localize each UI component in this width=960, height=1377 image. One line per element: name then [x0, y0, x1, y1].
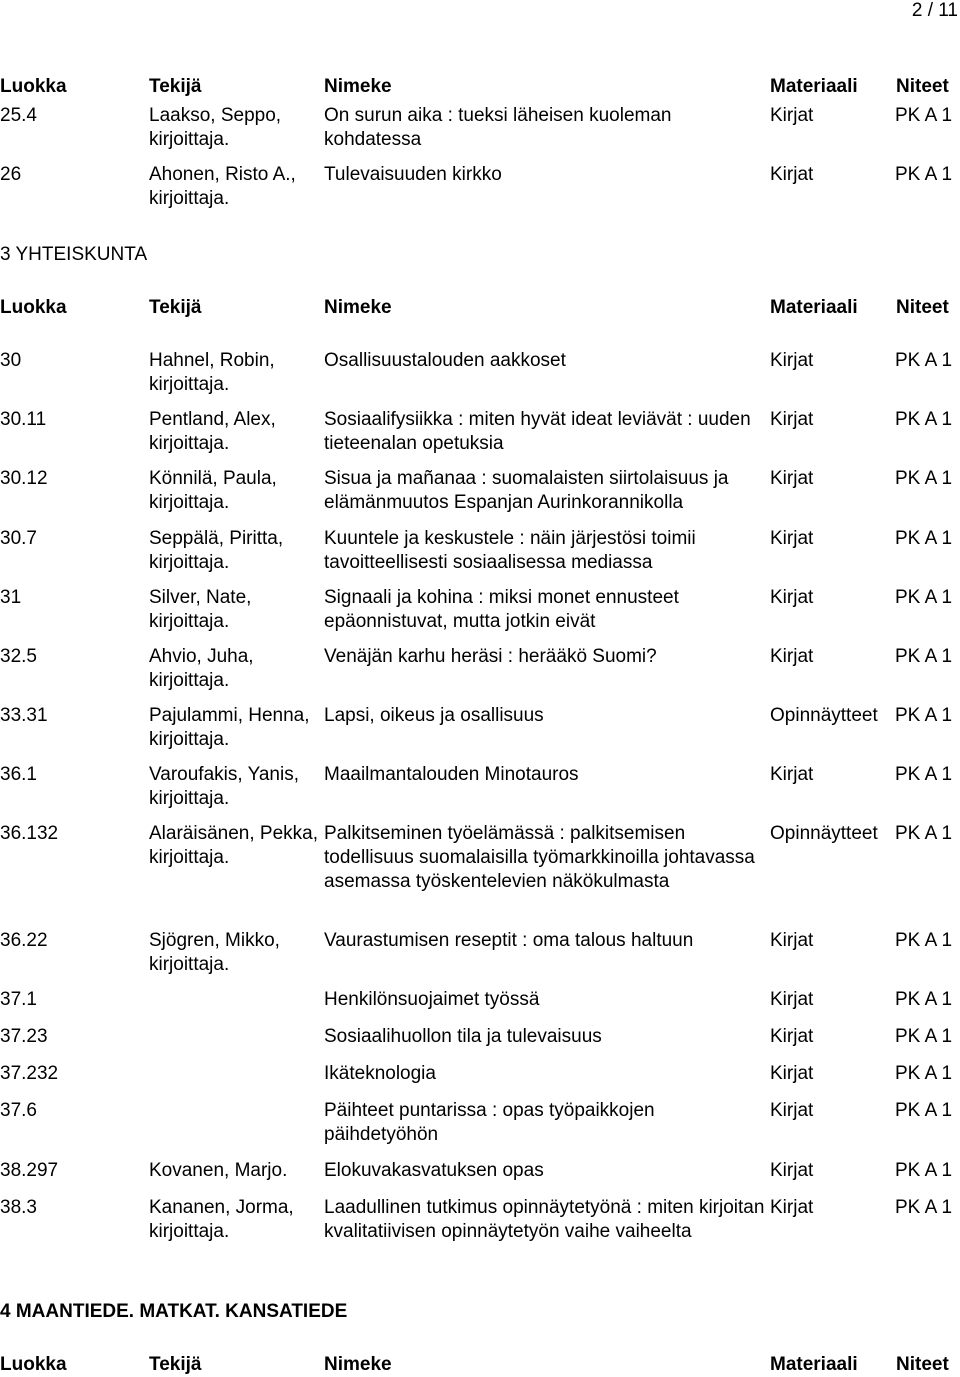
cell-materiaali: Kirjat — [770, 989, 814, 1010]
cell-luokka: 31 — [0, 587, 22, 608]
cell-materiaali: Opinnäytteet — [770, 823, 878, 844]
cell-luokka: 37.23 — [0, 1026, 48, 1047]
cell-tekija: Kovanen, Marjo. — [149, 1160, 288, 1181]
cell-niteet: PK A 1 — [895, 1100, 953, 1121]
header-niteet: Niteet — [896, 1354, 949, 1375]
cell-nimeke: Henkilönsuojaimet työssä — [324, 989, 540, 1010]
cell-nimeke: Signaali ja kohina : miksi monet ennusteet epäonnistuvat, mutta jotkin eivät — [324, 587, 679, 632]
cell-luokka: 38.297 — [0, 1160, 59, 1181]
cell-luokka: 26 — [0, 164, 22, 185]
cell-nimeke: Tulevaisuuden kirkko — [324, 164, 502, 185]
page-number: 2 / 11 — [911, 0, 958, 21]
cell-materiaali: Kirjat — [770, 164, 814, 185]
cell-luokka: 30.7 — [0, 528, 37, 549]
section-title: 3 YHTEISKUNTA — [0, 244, 148, 265]
cell-nimeke: Vaurastumisen reseptit : oma talous haltuun — [324, 930, 694, 951]
cell-materiaali: Kirjat — [770, 646, 814, 667]
cell-luokka: 37.6 — [0, 1100, 37, 1121]
cell-tekija: Könnilä, Paula, kirjoittaja. — [149, 468, 277, 513]
header-luokka: Luokka — [0, 297, 67, 318]
cell-niteet: PK A 1 — [895, 764, 953, 785]
header-tekija: Tekijä — [149, 297, 202, 318]
header-materiaali: Materiaali — [770, 297, 858, 318]
cell-tekija: Ahvio, Juha, kirjoittaja. — [149, 646, 254, 691]
cell-nimeke: On surun aika : tueksi läheisen kuoleman kohdatessa — [324, 105, 672, 150]
cell-luokka: 30 — [0, 350, 22, 371]
cell-niteet: PK A 1 — [895, 1063, 953, 1084]
cell-niteet: PK A 1 — [895, 350, 953, 371]
cell-luokka: 25.4 — [0, 105, 37, 126]
cell-niteet: PK A 1 — [895, 823, 953, 844]
cell-tekija: Ahonen, Risto A., kirjoittaja. — [149, 164, 296, 209]
cell-luokka: 36.132 — [0, 823, 59, 844]
cell-niteet: PK A 1 — [895, 1197, 953, 1218]
cell-tekija: Silver, Nate, kirjoittaja. — [149, 587, 252, 632]
cell-luokka: 30.12 — [0, 468, 48, 489]
header-materiaali: Materiaali — [770, 1354, 858, 1375]
cell-niteet: PK A 1 — [895, 989, 953, 1010]
cell-luokka: 33.31 — [0, 705, 48, 726]
cell-niteet: PK A 1 — [895, 930, 953, 951]
cell-tekija: Kananen, Jorma, kirjoittaja. — [149, 1197, 294, 1242]
cell-niteet: PK A 1 — [895, 705, 953, 726]
cell-niteet: PK A 1 — [895, 409, 953, 430]
cell-niteet: PK A 1 — [895, 105, 953, 126]
cell-tekija: Seppälä, Piritta, kirjoittaja. — [149, 528, 284, 573]
cell-nimeke: Ikäteknologia — [324, 1063, 436, 1084]
cell-materiaali: Kirjat — [770, 1063, 814, 1084]
cell-tekija: Hahnel, Robin, kirjoittaja. — [149, 350, 275, 395]
cell-niteet: PK A 1 — [895, 1160, 953, 1181]
header-niteet: Niteet — [896, 297, 949, 318]
cell-tekija: Alaräisänen, Pekka, kirjoittaja. — [149, 823, 318, 868]
cell-luokka: 36.1 — [0, 764, 37, 785]
header-nimeke: Nimeke — [324, 297, 392, 318]
header-materiaali: Materiaali — [770, 76, 858, 97]
cell-materiaali: Kirjat — [770, 1160, 814, 1181]
cell-luokka: 32.5 — [0, 646, 37, 667]
cell-luokka: 37.1 — [0, 989, 37, 1010]
cell-nimeke: Kuuntele ja keskustele : näin järjestösi toimii tavoitteellisesti sosiaalisessa mediassa — [324, 528, 696, 573]
header-luokka: Luokka — [0, 1354, 67, 1375]
cell-materiaali: Kirjat — [770, 1197, 814, 1218]
cell-tekija: Sjögren, Mikko, kirjoittaja. — [149, 930, 280, 975]
cell-luokka: 30.11 — [0, 409, 47, 430]
header-luokka: Luokka — [0, 76, 67, 97]
cell-materiaali: Opinnäytteet — [770, 705, 878, 726]
cell-nimeke: Osallisuustalouden aakkoset — [324, 350, 566, 371]
cell-niteet: PK A 1 — [895, 164, 953, 185]
cell-materiaali: Kirjat — [770, 764, 814, 785]
cell-niteet: PK A 1 — [895, 528, 953, 549]
cell-materiaali: Kirjat — [770, 1026, 814, 1047]
section-title: 4 MAANTIEDE. MATKAT. KANSATIEDE — [0, 1301, 348, 1322]
cell-niteet: PK A 1 — [895, 587, 953, 608]
cell-nimeke: Sosiaalifysiikka : miten hyvät ideat leviävät : uuden tieteenalan opetuksia — [324, 409, 751, 454]
cell-materiaali: Kirjat — [770, 587, 814, 608]
cell-tekija: Laakso, Seppo, kirjoittaja. — [149, 105, 282, 150]
cell-nimeke: Elokuvakasvatuksen opas — [324, 1160, 544, 1181]
cell-materiaali: Kirjat — [770, 350, 814, 371]
cell-materiaali: Kirjat — [770, 105, 814, 126]
cell-tekija: Pajulammi, Henna, kirjoittaja. — [149, 705, 310, 750]
cell-niteet: PK A 1 — [895, 646, 953, 667]
cell-nimeke: Päihteet puntarissa : opas työpaikkojen päihdetyöhön — [324, 1100, 655, 1145]
cell-nimeke: Lapsi, oikeus ja osallisuus — [324, 705, 544, 726]
cell-nimeke: Sisua ja mañanaa : suomalaisten siirtolaisuus ja elämänmuutos Espanjan Aurinkorannikolla — [324, 468, 729, 513]
cell-materiaali: Kirjat — [770, 409, 814, 430]
cell-nimeke: Laadullinen tutkimus opinnäytetyönä : miten kirjoitan kvalitatiivisen opinnäytetyön vaihe vaiheelta — [324, 1197, 765, 1242]
cell-nimeke: Maailmantalouden Minotauros — [324, 764, 579, 785]
cell-niteet: PK A 1 — [895, 468, 953, 489]
cell-tekija: Pentland, Alex, kirjoittaja. — [149, 409, 276, 454]
header-tekija: Tekijä — [149, 76, 202, 97]
cell-materiaali: Kirjat — [770, 1100, 814, 1121]
cell-luokka: 38.3 — [0, 1197, 37, 1218]
header-tekija: Tekijä — [149, 1354, 202, 1375]
cell-materiaali: Kirjat — [770, 528, 814, 549]
cell-materiaali: Kirjat — [770, 930, 814, 951]
header-niteet: Niteet — [896, 76, 949, 97]
cell-nimeke: Venäjän karhu heräsi : herääkö Suomi? — [324, 646, 657, 667]
cell-nimeke: Palkitseminen työelämässä : palkitsemisen todellisuus suomalaisilla työmarkkinoilla johtavassa asemassa työskentelevien näkökulmasta — [324, 823, 755, 892]
cell-nimeke: Sosiaalihuollon tila ja tulevaisuus — [324, 1026, 602, 1047]
header-nimeke: Nimeke — [324, 1354, 392, 1375]
cell-tekija: Varoufakis, Yanis, kirjoittaja. — [149, 764, 299, 809]
cell-niteet: PK A 1 — [895, 1026, 953, 1047]
cell-luokka: 37.232 — [0, 1063, 59, 1084]
header-nimeke: Nimeke — [324, 76, 392, 97]
cell-luokka: 36.22 — [0, 930, 48, 951]
cell-materiaali: Kirjat — [770, 468, 814, 489]
